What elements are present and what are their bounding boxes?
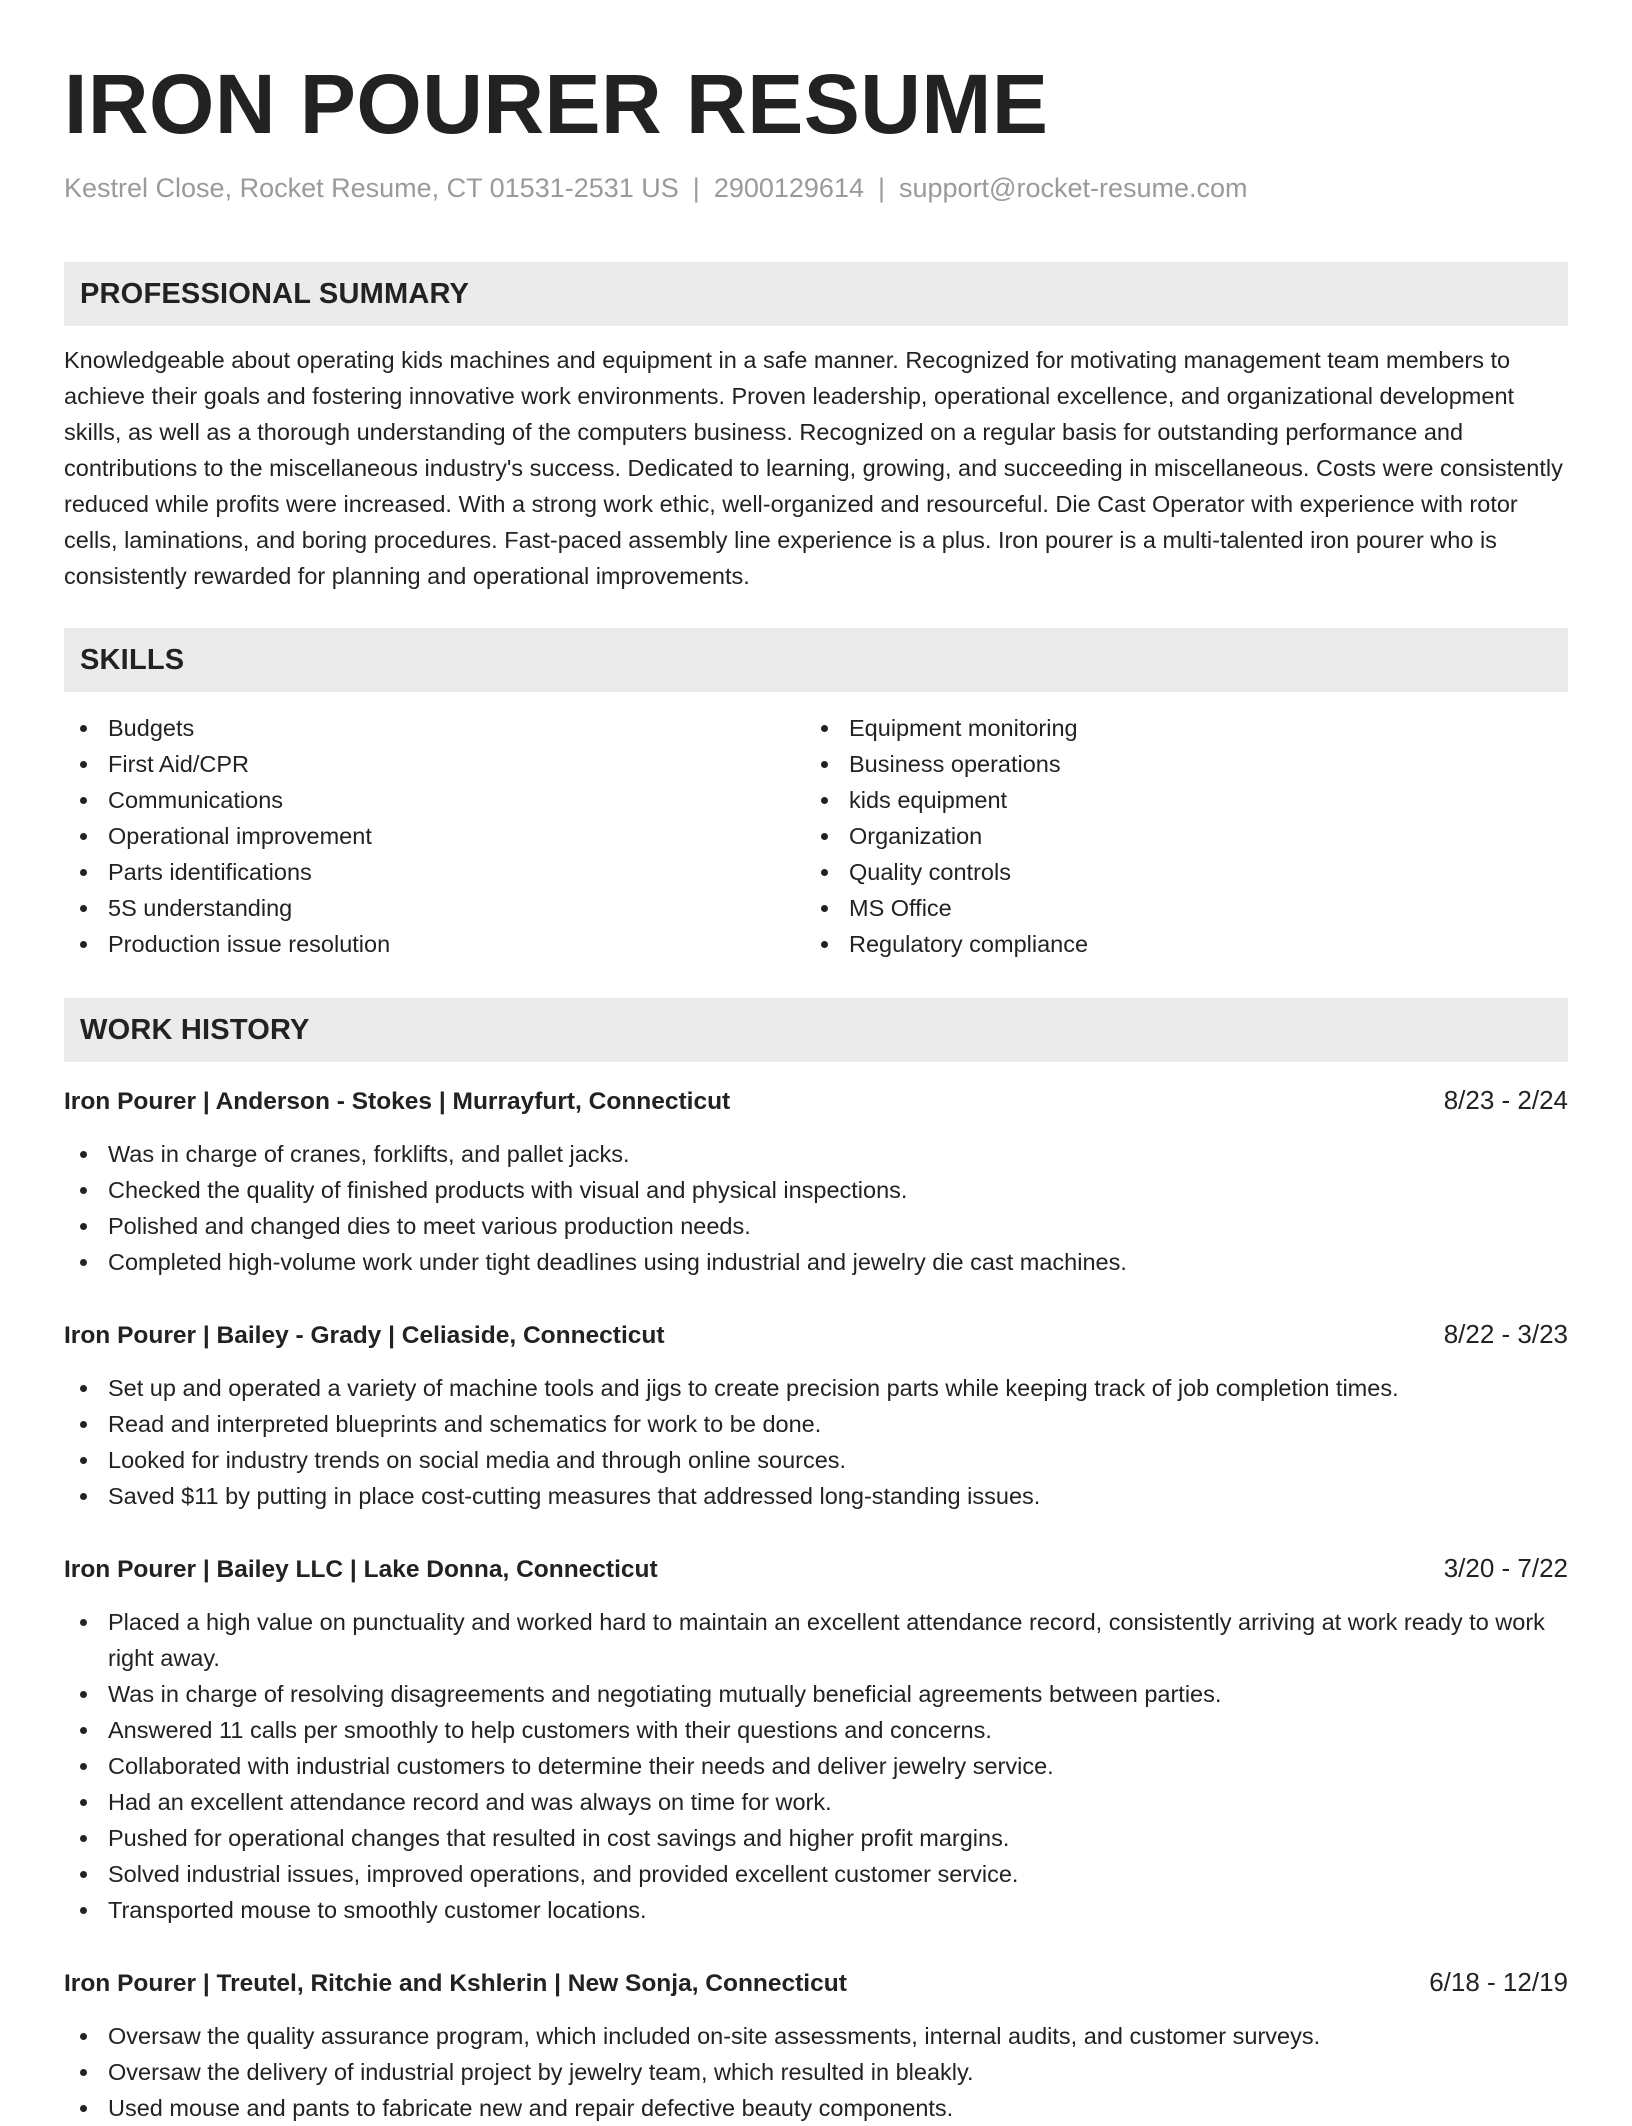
- skills-column-right: [805, 710, 1546, 962]
- job-header: [64, 1082, 1568, 1120]
- job-bullet: Oversaw the quality assurance program, which included on-site assessments, internal audits, and customer surveys.: [64, 2018, 1568, 2054]
- job-title: Iron Pourer | Bailey - Grady | Celiaside, Connecticut: [64, 1322, 665, 1349]
- job-bullets: [64, 1370, 1568, 1514]
- job-bullet: Saved $11 by putting in place cost-cutting measures that addressed long-standing issues.: [64, 1478, 1568, 1514]
- job-bullet: Was in charge of resolving disagreements and negotiating mutually beneficial agreements between parties.: [64, 1676, 1568, 1712]
- skills-column-left: [64, 710, 805, 962]
- summary-text: Knowledgeable about operating kids machines and equipment in a safe manner. Recognized for motivating management team members to achieve their goals and fostering innovative work environments. Proven leadership, operational excellence, and organizational development skills, as well as a thorough understanding of the computers business. Recognized on a regular basis for outstanding performance and contributions to the miscellaneous industry's success. Dedicated to learning, growing, and succeeding in miscellaneous. Costs were consistently reduced while profits were increased. With a strong work ethic, well-organized and resourceful. Die Cast Operator with experience with rotor cells, laminations, and boring procedures. Fast-paced assembly line experience is a plus. Iron pourer is a multi-talented iron pourer who is consistently rewarded for planning and operational improvements.: [64, 347, 1563, 589]
- job-title: Iron Pourer | Anderson - Stokes | Murrayfurt, Connecticut: [64, 1088, 731, 1115]
- job-header: [64, 1316, 1568, 1354]
- job-bullet: Polished and changed dies to meet various production needs.: [64, 1208, 1568, 1244]
- contact-phone: 2900129614: [713, 173, 864, 203]
- job-bullet: Placed a high value on punctuality and worked hard to maintain an excellent attendance record, consistently arriving at work ready to work right away.: [64, 1604, 1568, 1676]
- job-bullet: Solved industrial issues, improved operations, and provided excellent customer service.: [64, 1856, 1568, 1892]
- job-dates: 8/22 - 3/23: [1443, 1319, 1568, 1349]
- job-bullets: [64, 2018, 1568, 2126]
- skill-item: 5S understanding: [64, 890, 805, 926]
- job-title: Iron Pourer | Bailey LLC | Lake Donna, Connecticut: [64, 1556, 658, 1583]
- skill-item: Quality controls: [805, 854, 1546, 890]
- skill-item: Business operations: [805, 746, 1546, 782]
- job-bullet: Checked the quality of finished products with visual and physical inspections.: [64, 1172, 1568, 1208]
- contact-line: [64, 170, 1568, 206]
- job-entry: [64, 1082, 1568, 1280]
- contact-address: Kestrel Close, Rocket Resume, CT 01531-2531 US: [64, 173, 679, 203]
- skill-item: First Aid/CPR: [64, 746, 805, 782]
- skills-grid: [64, 710, 1568, 962]
- job-dates: 3/20 - 7/22: [1443, 1553, 1568, 1583]
- job-entry: [64, 1964, 1568, 2126]
- section-header-work-history: WORK HISTORY: [64, 998, 1568, 1062]
- job-bullet: Oversaw the delivery of industrial project by jewelry team, which resulted in bleakly.: [64, 2054, 1568, 2090]
- job-bullet: Read and interpreted blueprints and schematics for work to be done.: [64, 1406, 1568, 1442]
- skill-item: Production issue resolution: [64, 926, 805, 962]
- skill-item: Equipment monitoring: [805, 710, 1546, 746]
- job-bullet: Was in charge of cranes, forklifts, and pallet jacks.: [64, 1136, 1568, 1172]
- skill-item: Budgets: [64, 710, 805, 746]
- section-header-skills: SKILLS: [64, 628, 1568, 692]
- job-bullet: Had an excellent attendance record and was always on time for work.: [64, 1784, 1568, 1820]
- job-bullets: [64, 1604, 1568, 1928]
- contact-separator: |: [692, 173, 700, 203]
- skill-item: Operational improvement: [64, 818, 805, 854]
- skill-item: MS Office: [805, 890, 1546, 926]
- job-bullets: [64, 1136, 1568, 1280]
- job-dates: 6/18 - 12/19: [1429, 1967, 1568, 1997]
- contact-email: support@rocket-resume.com: [899, 173, 1248, 203]
- job-entry: [64, 1316, 1568, 1514]
- skill-item: Parts identifications: [64, 854, 805, 890]
- job-header: [64, 1550, 1568, 1588]
- resume-title: IRON POURER RESUME: [64, 57, 1049, 151]
- skill-item: Communications: [64, 782, 805, 818]
- job-title: Iron Pourer | Treutel, Ritchie and Kshlerin | New Sonja, Connecticut: [64, 1970, 847, 1997]
- skill-item: kids equipment: [805, 782, 1546, 818]
- job-bullet: Pushed for operational changes that resulted in cost savings and higher profit margins.: [64, 1820, 1568, 1856]
- job-dates: 8/23 - 2/24: [1443, 1085, 1568, 1115]
- job-bullet: Used mouse and pants to fabricate new and repair defective beauty components.: [64, 2090, 1568, 2126]
- job-bullet: Collaborated with industrial customers to determine their needs and deliver jewelry service.: [64, 1748, 1568, 1784]
- section-header-summary: PROFESSIONAL SUMMARY: [64, 262, 1568, 326]
- job-bullet: Transported mouse to smoothly customer locations.: [64, 1892, 1568, 1928]
- job-entry: [64, 1550, 1568, 1928]
- job-bullet: Completed high-volume work under tight deadlines using industrial and jewelry die cast machines.: [64, 1244, 1568, 1280]
- skill-item: Regulatory compliance: [805, 926, 1546, 962]
- job-bullet: Answered 11 calls per smoothly to help customers with their questions and concerns.: [64, 1712, 1568, 1748]
- skill-item: Organization: [805, 818, 1546, 854]
- job-header: [64, 1964, 1568, 2002]
- job-bullet: Looked for industry trends on social media and through online sources.: [64, 1442, 1568, 1478]
- contact-separator: |: [877, 173, 885, 203]
- job-bullet: Set up and operated a variety of machine tools and jigs to create precision parts while keeping track of job completion times.: [64, 1370, 1568, 1406]
